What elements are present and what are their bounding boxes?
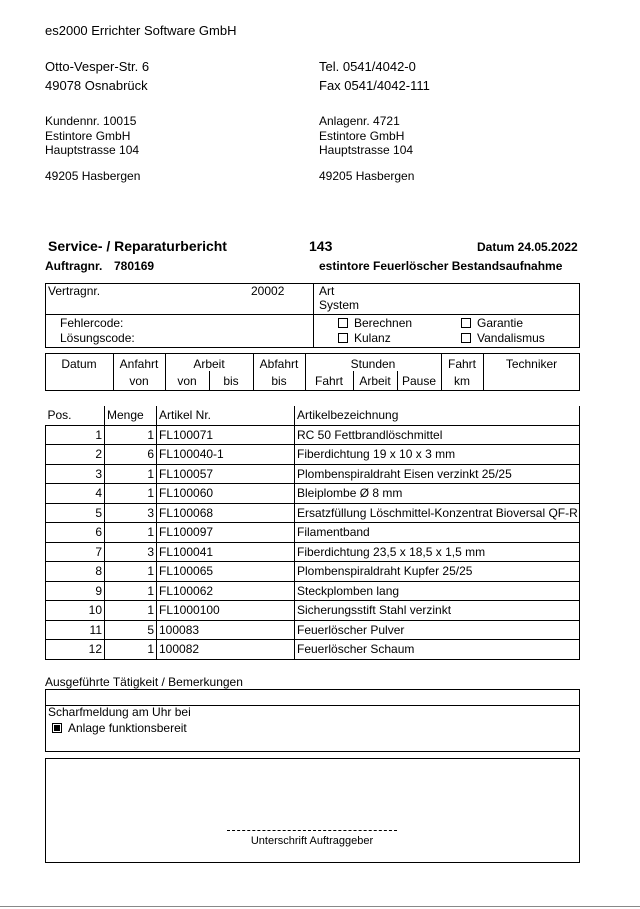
cell-pos: 4 [46, 484, 105, 504]
error-code-label: Fehlercode: [60, 316, 124, 330]
cell-artikel-nr: FL100068 [157, 503, 295, 523]
th-datum: Datum [61, 357, 97, 371]
items-table [45, 406, 580, 660]
sender-city: 49078 Osnabrück [45, 78, 148, 93]
th-arbeit: Arbeit [193, 357, 225, 371]
signature-label: Unterschrift Auftraggeber [250, 835, 374, 847]
table-row [46, 581, 580, 601]
cell-artikelbezeichnung: Steckplomben lang [295, 581, 580, 601]
cell-artikelbezeichnung: Feuerlöscher Pulver [295, 620, 580, 640]
cell-pos: 10 [46, 601, 105, 621]
cell-menge: 6 [105, 445, 157, 465]
cell-menge: 5 [105, 620, 157, 640]
cell-artikel-nr: FL100065 [157, 562, 295, 582]
option-vandalismus[interactable]: Vandalismus [461, 331, 545, 345]
order-label: Auftragnr. [45, 259, 103, 273]
customer-city: 49205 Hasbergen [45, 169, 141, 183]
cell-menge: 3 [105, 542, 157, 562]
cell-menge: 1 [105, 484, 157, 504]
th-fahrt: Fahrt [447, 357, 476, 371]
cell-pos: 5 [46, 503, 105, 523]
th-artikelbezeichnung: Artikelbezeichnung [295, 406, 580, 425]
cell-pos: 8 [46, 562, 105, 582]
table-row [46, 640, 580, 660]
th-artikel-nr: Artikel Nr. [157, 406, 295, 425]
checkbox-icon [461, 333, 471, 343]
checked-checkbox-icon [52, 723, 62, 733]
th-fahrt-km: km [454, 374, 470, 388]
th-arbeit-bis: bis [223, 374, 239, 388]
signature-line [227, 830, 397, 831]
cell-artikelbezeichnung: Bleiplombe Ø 8 mm [295, 484, 580, 504]
contract-label: Vertragnr. [48, 284, 101, 298]
table-row [46, 523, 580, 543]
customer-number: Kundennr. 10015 [45, 114, 137, 128]
th-anfahrt-von: von [129, 374, 149, 388]
cell-pos: 9 [46, 581, 105, 601]
cell-artikel-nr: FL100040-1 [157, 445, 295, 465]
system-label: System [319, 298, 360, 312]
ready-option[interactable]: Anlage funktionsbereit [52, 721, 187, 735]
cell-artikel-nr: FL100062 [157, 581, 295, 601]
th-pos: Pos. [46, 406, 105, 425]
table-row [46, 542, 580, 562]
sender-street: Otto-Vesper-Str. 6 [45, 59, 150, 74]
facility-city: 49205 Hasbergen [319, 169, 415, 183]
table-row [46, 425, 580, 445]
solution-code-label: Lösungscode: [60, 331, 135, 345]
cell-artikelbezeichnung: RC 50 Fettbrandlöschmittel [295, 425, 580, 445]
sender-company: es2000 Errichter Software GmbH [45, 23, 237, 38]
th-stunden-arbeit: Arbeit [359, 374, 391, 388]
page-bottom-border [0, 906, 640, 907]
signature-box [45, 758, 580, 863]
customer-name: Estintore GmbH [45, 129, 131, 143]
sender-fax: Fax 0541/4042-111 [319, 78, 430, 93]
table-row [46, 484, 580, 504]
cell-artikelbezeichnung: Feuerlöscher Schaum [295, 640, 580, 660]
table-row [46, 464, 580, 484]
th-arbeit-von: von [177, 374, 197, 388]
th-stunden: Stunden [350, 357, 396, 371]
table-row [46, 601, 580, 621]
cell-artikel-nr: FL100097 [157, 523, 295, 543]
report-number: 143 [309, 238, 333, 254]
option-berechnen[interactable]: Berechnen [338, 316, 412, 330]
art-label: Art [319, 284, 335, 298]
cell-menge: 1 [105, 581, 157, 601]
remarks-label: Ausgeführte Tätigkeit / Bemerkungen [45, 675, 243, 689]
th-stunden-fahrt: Fahrt [314, 374, 343, 388]
cell-artikelbezeichnung: Ersatzfüllung Löschmittel-Konzentrat Bioversal QF-R [295, 503, 580, 523]
table-row [46, 503, 580, 523]
option-kulanz[interactable]: Kulanz [338, 331, 391, 345]
cell-menge: 1 [105, 523, 157, 543]
cell-pos: 3 [46, 464, 105, 484]
report-date: Datum 24.05.2022 [477, 240, 578, 254]
cell-menge: 3 [105, 503, 157, 523]
cell-pos: 6 [46, 523, 105, 543]
checkbox-icon [338, 318, 348, 328]
cell-artikelbezeichnung: Filamentband [295, 523, 580, 543]
cell-pos: 12 [46, 640, 105, 660]
report-subject: estintore Feuerlöscher Bestandsaufnahme [319, 259, 563, 273]
th-menge: Menge [105, 406, 157, 425]
table-row [46, 562, 580, 582]
cell-artikel-nr: FL100041 [157, 542, 295, 562]
cell-artikel-nr: FL100060 [157, 484, 295, 504]
cell-artikelbezeichnung: Sicherungsstift Stahl verzinkt [295, 601, 580, 621]
cell-artikel-nr: 100083 [157, 620, 295, 640]
alarm-text: Scharfmeldung am Uhr bei [48, 705, 191, 719]
cell-menge: 1 [105, 601, 157, 621]
facility-number: Anlagenr. 4721 [319, 114, 400, 128]
table-row [46, 620, 580, 640]
cell-artikel-nr: FL100057 [157, 464, 295, 484]
checkbox-icon [461, 318, 471, 328]
th-stunden-pause: Pause [401, 374, 437, 388]
th-abfahrt-bis: bis [271, 374, 287, 388]
cell-artikel-nr: 100082 [157, 640, 295, 660]
sender-tel: Tel. 0541/4042-0 [319, 59, 416, 74]
cell-artikelbezeichnung: Plombenspiraldraht Eisen verzinkt 25/25 [295, 464, 580, 484]
cell-artikelbezeichnung: Fiberdichtung 19 x 10 x 3 mm [295, 445, 580, 465]
order-number: 780169 [114, 259, 155, 273]
cell-artikel-nr: FL1000100 [157, 601, 295, 621]
th-abfahrt: Abfahrt [259, 357, 299, 371]
facility-street: Hauptstrasse 104 [319, 143, 414, 157]
facility-name: Estintore GmbH [319, 129, 405, 143]
checkbox-icon [338, 333, 348, 343]
cell-menge: 1 [105, 464, 157, 484]
cell-pos: 11 [46, 620, 105, 640]
cell-artikel-nr: FL100071 [157, 425, 295, 445]
cell-menge: 1 [105, 640, 157, 660]
cell-menge: 1 [105, 562, 157, 582]
option-garantie[interactable]: Garantie [461, 316, 523, 330]
cell-pos: 1 [46, 425, 105, 445]
cell-artikelbezeichnung: Plombenspiraldraht Kupfer 25/25 [295, 562, 580, 582]
items-header-row [46, 406, 580, 425]
th-anfahrt: Anfahrt [119, 357, 159, 371]
cell-pos: 2 [46, 445, 105, 465]
customer-street: Hauptstrasse 104 [45, 143, 140, 157]
report-title: Service- / Reparaturbericht [48, 238, 227, 254]
th-techniker: Techniker [505, 357, 558, 371]
cell-artikelbezeichnung: Fiberdichtung 23,5 x 18,5 x 1,5 mm [295, 542, 580, 562]
contract-value: 20002 [251, 284, 285, 298]
table-row [46, 445, 580, 465]
cell-menge: 1 [105, 425, 157, 445]
cell-pos: 7 [46, 542, 105, 562]
